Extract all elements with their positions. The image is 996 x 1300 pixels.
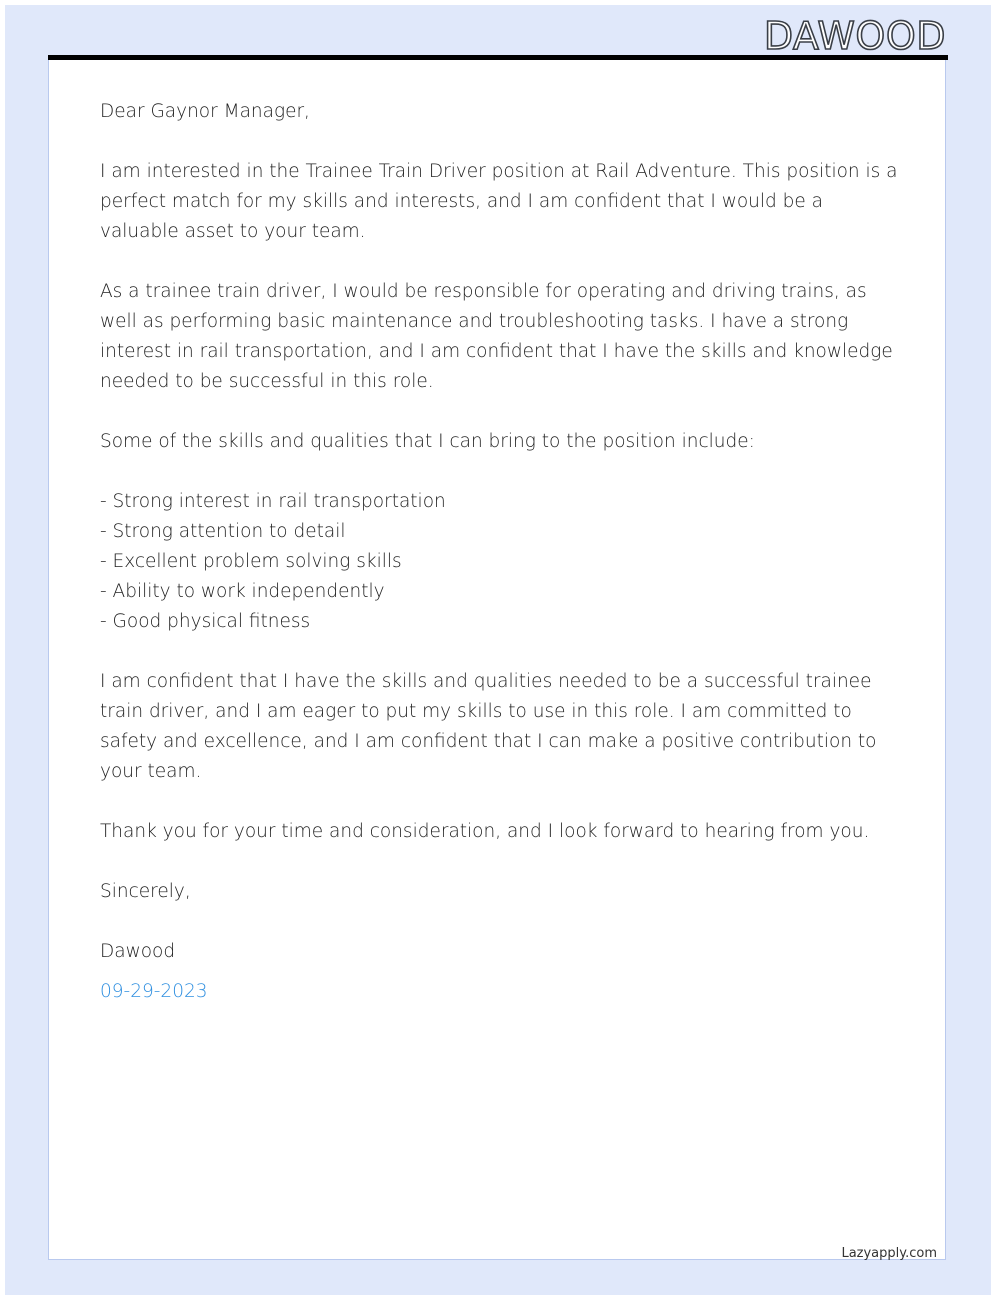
skills-intro: Some of the skills and qualities that I can bring to the position include:	[100, 431, 755, 452]
cover-letter-body	[100, 97, 900, 1007]
salutation: Dear Gaynor Manager,	[100, 101, 310, 122]
brand-name: DAWOOD	[763, 14, 946, 58]
responsibilities-paragraph: As a trainee train driver, I would be responsible for operating and driving trains, as well as performing basic maintenance and troubleshooting tasks. I have a strong interest in rail transportation, and I am confident that I have the skills and knowledge needed to be successful in this role.	[100, 281, 893, 392]
closing: Sincerely,	[100, 881, 191, 902]
intro-paragraph: I am interested in the Trainee Train Driver position at Rail Adventure. This position is a perfect match for my skills and interests, and I am confident that I would be a valuable asset to your team.	[100, 161, 898, 242]
skills-list	[100, 487, 900, 637]
confidence-paragraph: I am confident that I have the skills and qualities needed to be a successful trainee train driver, and I am eager to put my skills to use in this role. I am committed to safety and excellence, and I am confident that I can make a positive contribution to your team.	[100, 671, 877, 782]
signature: Dawood	[100, 941, 176, 962]
list-item: - Good physical fitness	[100, 611, 311, 632]
footer-credit: Lazyapply.com	[841, 1246, 937, 1261]
list-item: - Ability to work independently	[100, 581, 385, 602]
list-item: - Strong attention to detail	[100, 521, 346, 542]
list-item: - Excellent problem solving skills	[100, 551, 402, 572]
list-item: - Strong interest in rail transportation	[100, 491, 446, 512]
thanks-paragraph: Thank you for your time and consideration, and I look forward to hearing from you.	[100, 821, 870, 842]
letter-date: 09-29-2023	[100, 981, 208, 1002]
